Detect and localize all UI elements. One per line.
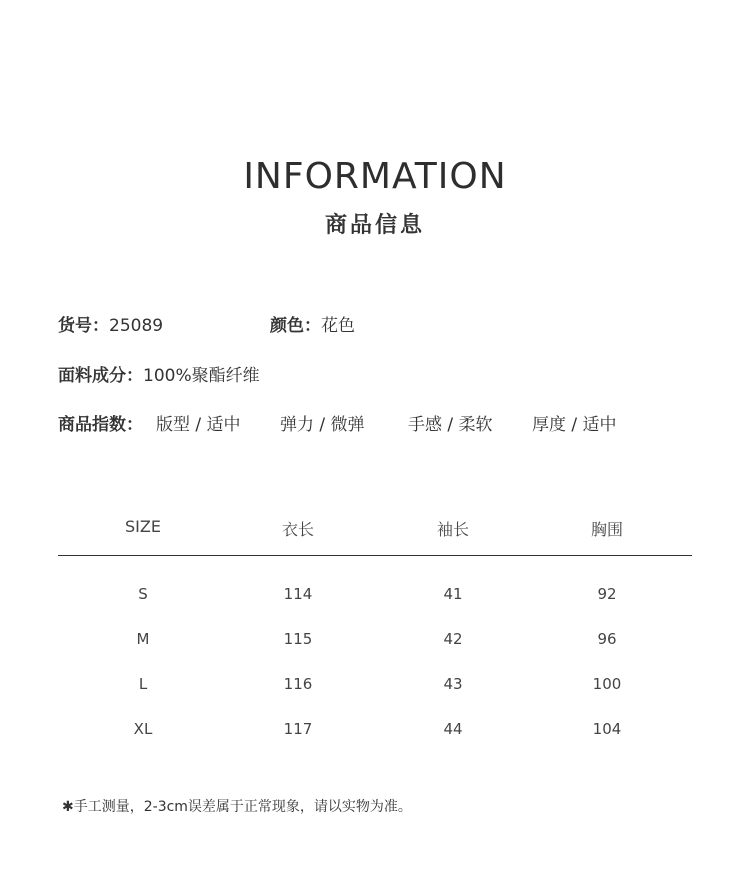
header-length: 衣长 <box>281 520 314 539</box>
item-no-label: 货号： <box>58 316 109 336</box>
measurement-note: ✱手工测量，2-3cm误差属于正常现象，请以实物为准。 <box>62 799 412 815</box>
table-row <box>58 585 692 630</box>
material-label: 面料成分： <box>58 366 143 386</box>
item-no-value: 25089 <box>109 316 164 336</box>
cell-sleeve: 43 <box>443 675 463 693</box>
index-thickness: 厚度 / 适中 <box>532 415 617 435</box>
header-sleeve: 袖长 <box>436 520 469 539</box>
info-line-item-color <box>58 311 355 336</box>
cell-length: 117 <box>283 720 313 738</box>
size-table <box>58 505 692 738</box>
index-feel: 手感 / 柔软 <box>408 415 493 435</box>
table-row <box>58 675 692 720</box>
size-table-header <box>58 505 692 556</box>
info-line-material <box>58 361 260 386</box>
cell-size: M <box>136 630 150 648</box>
cell-chest: 104 <box>592 720 622 738</box>
page-subtitle: 商品信息 <box>324 213 425 238</box>
cell-length: 115 <box>283 630 313 648</box>
color-field <box>270 311 355 336</box>
cell-size: L <box>138 675 148 693</box>
material-value: 100%聚酯纤维 <box>143 366 260 386</box>
color-value: 花色 <box>321 316 355 336</box>
info-line-index <box>58 410 617 435</box>
cell-sleeve: 42 <box>443 630 463 648</box>
index-stretch: 弹力 / 微弹 <box>280 415 365 435</box>
header-size: SIZE <box>125 517 161 536</box>
header-chest: 胸围 <box>590 520 623 539</box>
table-row <box>58 720 692 765</box>
cell-sleeve: 44 <box>443 720 463 738</box>
index-label: 商品指数： <box>58 415 143 435</box>
table-row <box>58 630 692 675</box>
cell-size: XL <box>133 720 153 738</box>
cell-length: 116 <box>283 675 313 693</box>
cell-sleeve: 41 <box>443 585 463 603</box>
cell-chest: 92 <box>597 585 617 603</box>
color-label: 颜色： <box>270 316 321 336</box>
cell-chest: 100 <box>592 675 622 693</box>
cell-chest: 96 <box>597 630 617 648</box>
cell-size: S <box>138 585 148 603</box>
page-title: INFORMATION <box>243 156 507 197</box>
index-fit: 版型 / 适中 <box>156 415 241 435</box>
cell-length: 114 <box>283 585 313 603</box>
size-table-body <box>58 585 692 765</box>
